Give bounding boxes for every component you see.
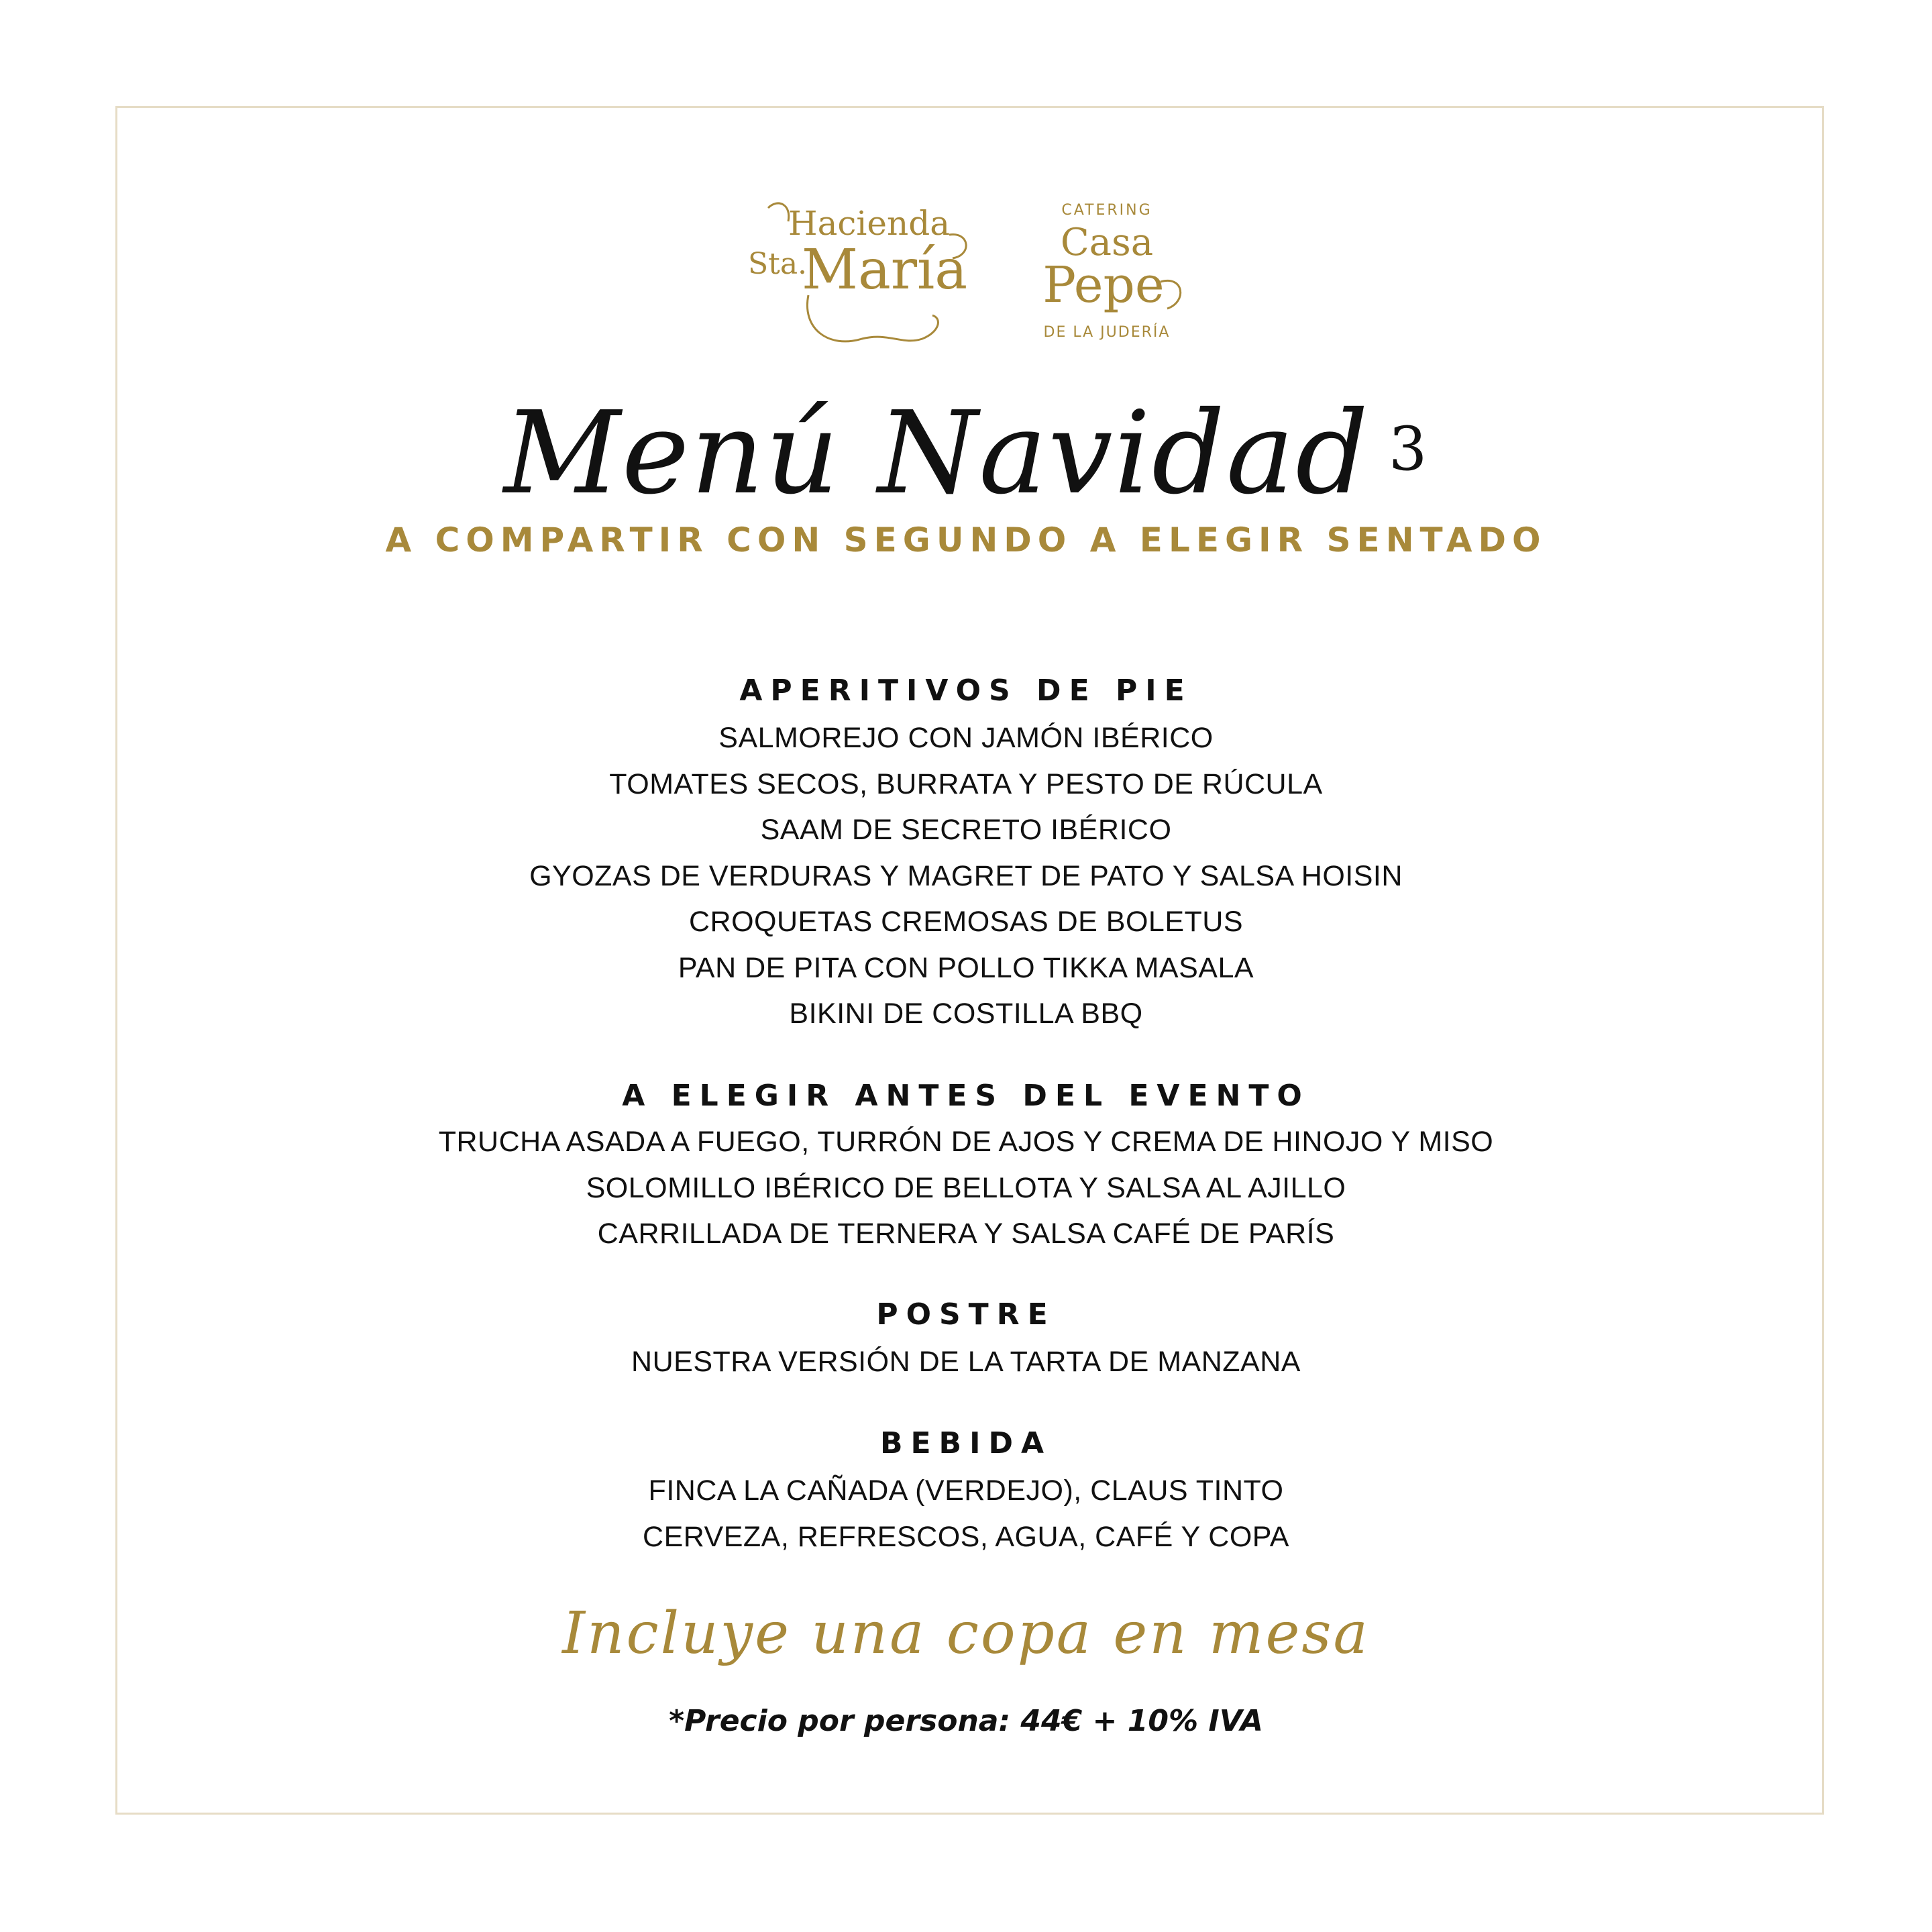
- section-items-postre: [0, 1339, 1932, 1385]
- includes-note: Incluye una copa en mesa: [562, 1600, 1370, 1667]
- menu-title: [0, 382, 1932, 521]
- price-note: *Precio por persona: 44€ + 10% IVA: [669, 1704, 1263, 1738]
- menu-title-number: 3: [1388, 414, 1429, 484]
- section-items-bebida: [0, 1468, 1932, 1560]
- hacienda-flourish-left: [768, 203, 789, 221]
- menu-item: SOLOMILLO IBÉRICO DE BELLOTA Y SALSA AL AJILLO: [586, 1171, 1346, 1204]
- section-heading-postre: POSTRE: [876, 1297, 1056, 1332]
- menu-item: SAAM DE SECRETO IBÉRICO: [760, 814, 1172, 846]
- menu-item: PAN DE PITA CON POLLO TIKKA MASALA: [678, 951, 1254, 984]
- menu-item: NUESTRA VERSIÓN DE LA TARTA DE MANZANA: [631, 1346, 1301, 1378]
- casa-pepe-logo-top: CATERING: [1061, 202, 1152, 219]
- hacienda-santa-maria-logo: [748, 195, 989, 356]
- menu-item: BIKINI DE COSTILLA BBQ: [789, 998, 1143, 1030]
- hacienda-logo-line2b: María: [802, 238, 968, 302]
- catering-casa-pepe-logo: [1020, 195, 1194, 356]
- menu-item: CERVEZA, REFRESCOS, AGUA, CAFÉ Y COPA: [643, 1520, 1289, 1553]
- section-items-aperitivos: [0, 715, 1932, 1037]
- menu-item: SALMOREJO CON JAMÓN IBÉRICO: [718, 722, 1214, 754]
- casa-pepe-logo-line1: Casa: [1060, 221, 1154, 264]
- section-heading-aperitivos: APERITIVOS DE PIE: [739, 674, 1193, 708]
- hacienda-logo-line2a: Sta.: [748, 247, 808, 281]
- logos: [0, 195, 1932, 356]
- casa-pepe-logo-line2: Pepe: [1042, 256, 1165, 314]
- menu-item: CARRILLADA DE TERNERA Y SALSA CAFÉ DE PARÍS: [597, 1218, 1335, 1250]
- hacienda-logo-graphic: [748, 195, 989, 356]
- section-items-a-elegir: [0, 1119, 1932, 1257]
- hacienda-logo-line1: Hacienda: [788, 204, 951, 243]
- menu-item: FINCA LA CAÑADA (VERDEJO), CLAUS TINTO: [648, 1474, 1284, 1507]
- section-heading-bebida: BEBIDA: [879, 1426, 1053, 1460]
- menu-subtitle: A COMPARTIR CON SEGUNDO A ELEGIR SENTADO: [385, 521, 1547, 559]
- menu-item: TOMATES SECOS, BURRATA Y PESTO DE RÚCULA: [609, 767, 1323, 800]
- menu-title-text: Menú Navidad: [503, 387, 1370, 520]
- menu-item: CROQUETAS CREMOSAS DE BOLETUS: [688, 906, 1244, 938]
- menu-item: TRUCHA ASADA A FUEGO, TURRÓN DE AJOS Y CREMA DE HINOJO Y MISO: [438, 1126, 1494, 1158]
- casa-pepe-logo-bottom: DE LA JUDERÍA: [1043, 324, 1171, 341]
- casa-pepe-logo-graphic: [1020, 195, 1194, 356]
- menu-item: GYOZAS DE VERDURAS Y MAGRET DE PATO Y SALSA HOISIN: [529, 859, 1403, 892]
- section-heading-a-elegir: A ELEGIR ANTES DEL EVENTO: [622, 1079, 1310, 1113]
- hacienda-flourish: [807, 295, 938, 341]
